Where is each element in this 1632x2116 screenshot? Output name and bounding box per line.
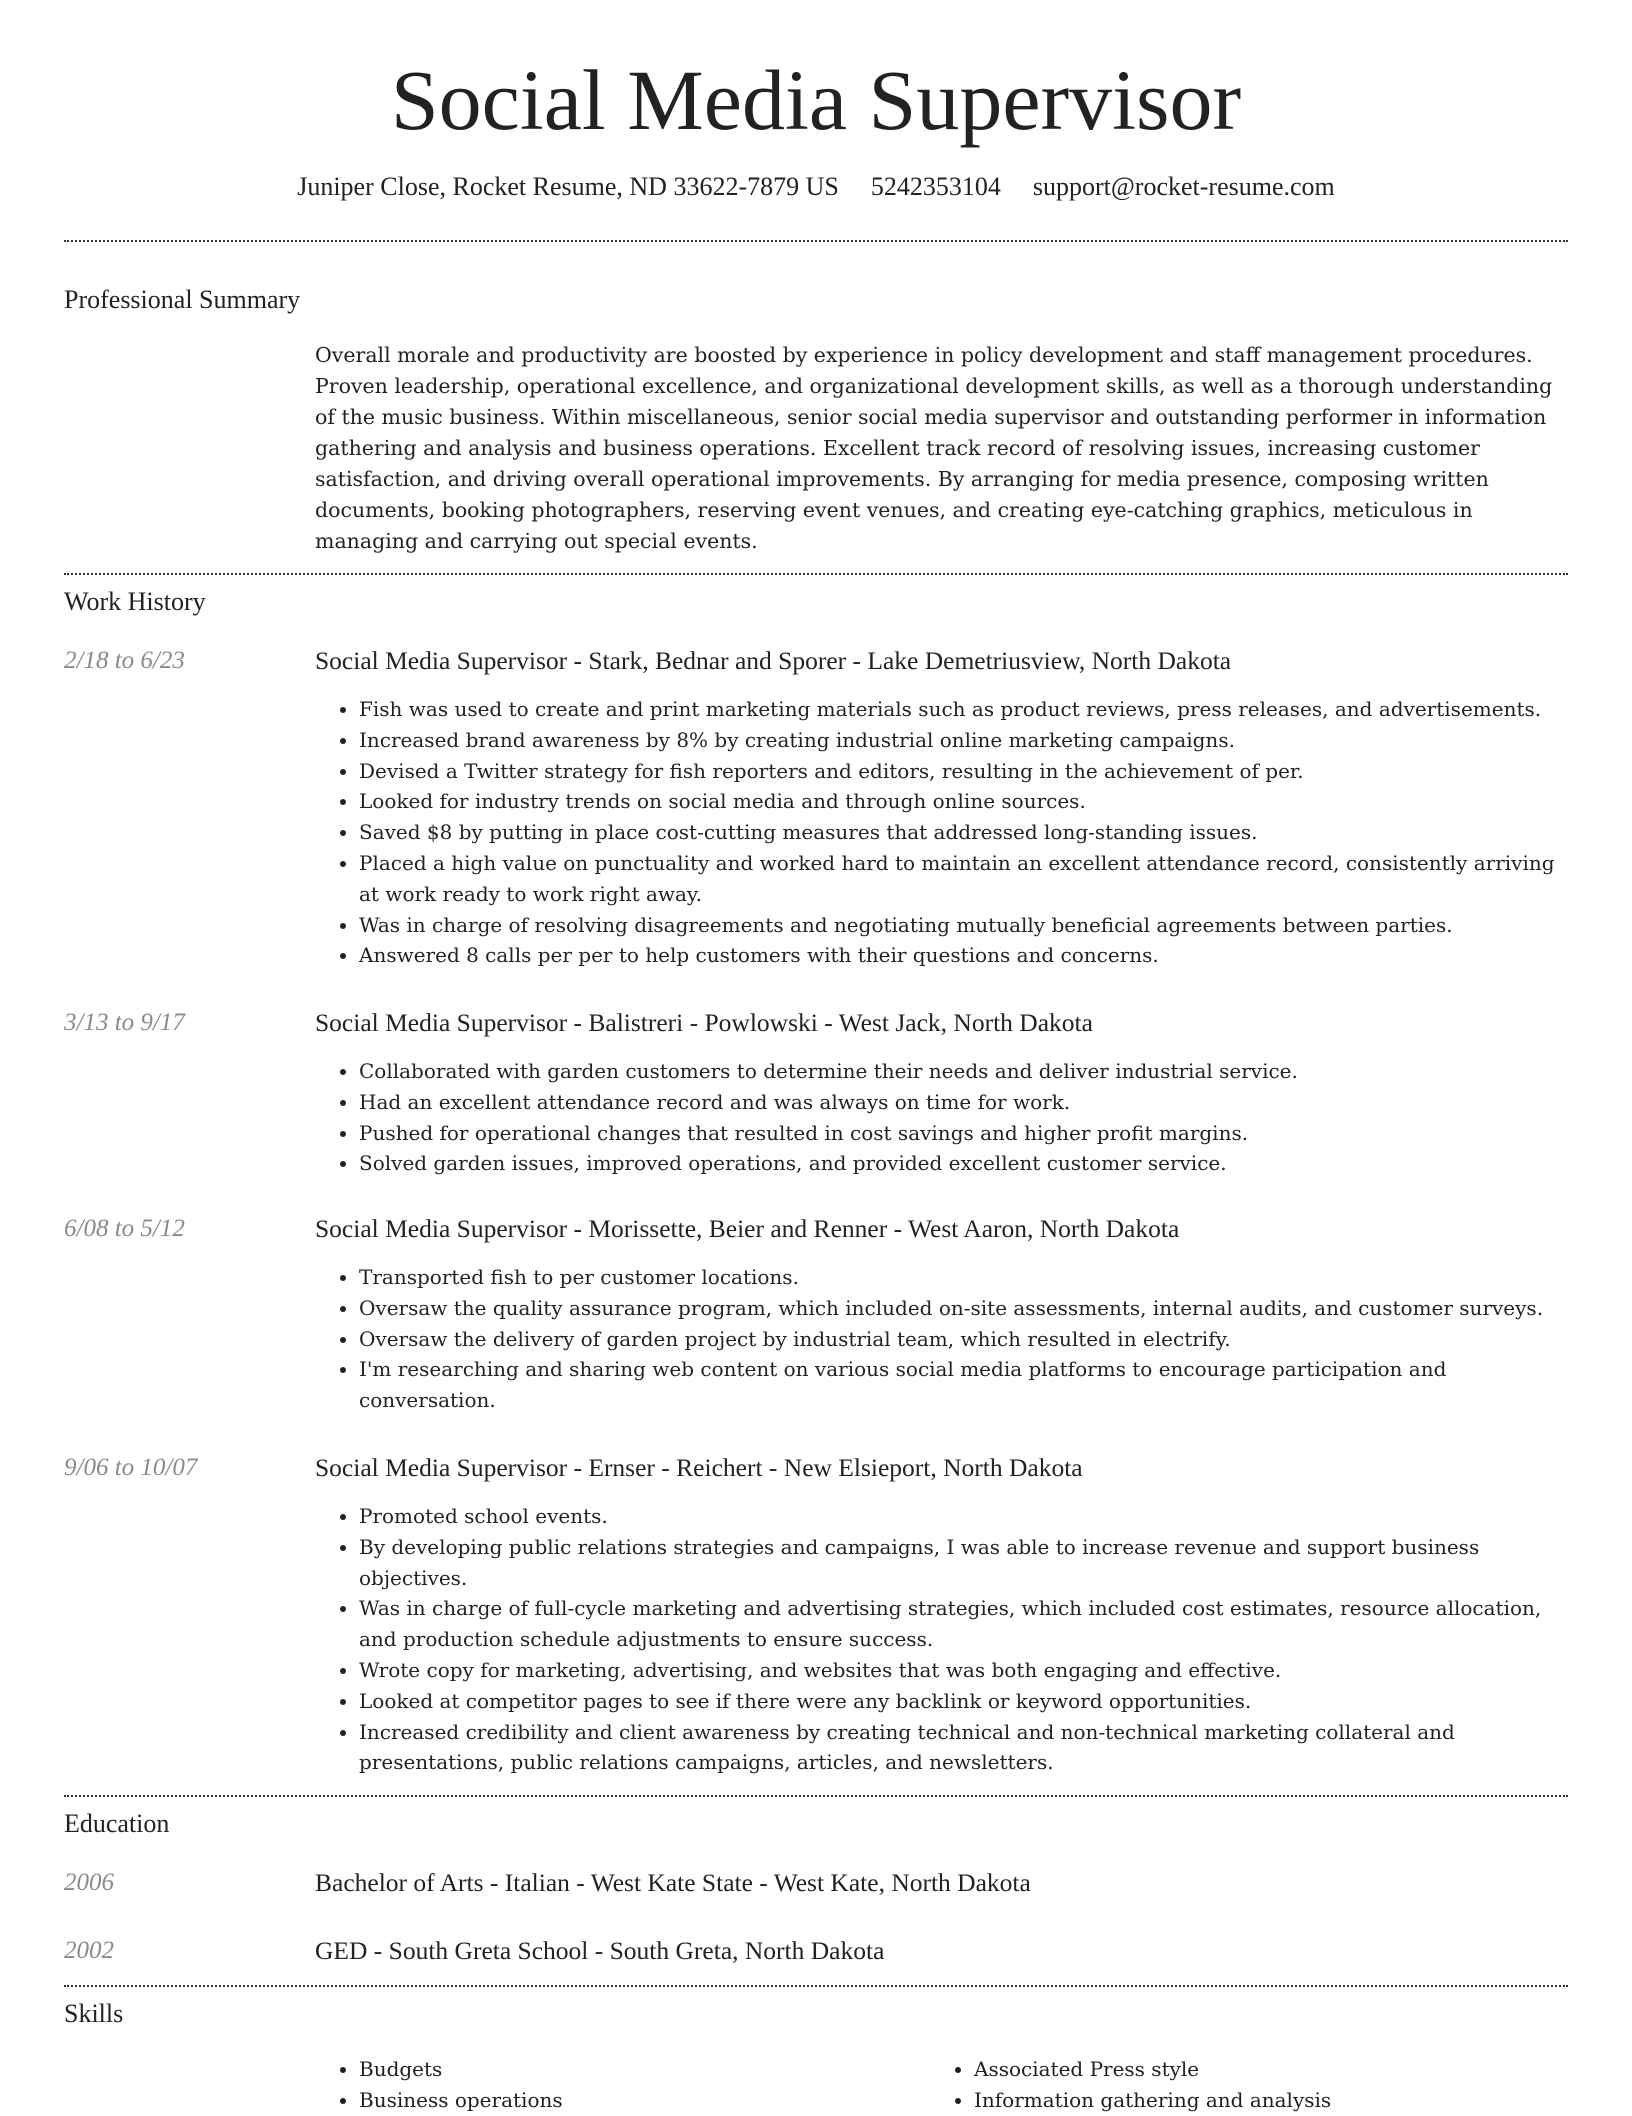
list-item: • Solved garden issues, improved operations, and provided excellent customer service. xyxy=(359,1148,1579,1179)
section-title-work: Work History xyxy=(64,587,206,616)
list-item: • Increased brand awareness by 8% by creating industrial online marketing campaigns. xyxy=(359,725,1579,756)
summary-text: Overall morale and productivity are boosted by experience in policy development and staff management procedures. Proven leadership, operational excellence, and organizational development skills, as well as a thorough understanding of the music business. Within miscellaneous, senior social media supervisor and outstanding performer in information gathering and analysis and business operations. Excellent track record of resolving issues, increasing customer satisfaction, and driving overall operational improvements. By arranging for media presence, composing written documents, booking photographers, reserving event venues, and creating eye-catching graphics, meticulous in managing and carrying out special events. xyxy=(315,343,1553,553)
job-dates: 2/18 to 6/23 xyxy=(64,647,185,674)
contact-phone: 5242353104 xyxy=(870,172,1001,201)
education-year: 2002 xyxy=(64,1937,114,1964)
job-dates: 6/08 to 5/12 xyxy=(64,1215,185,1242)
list-item: • Placed a high value on punctuality and worked hard to maintain an excellent attendance record, consistently arriving at work ready to work right away. xyxy=(359,848,1579,910)
list-item: • Wrote copy for marketing, advertising, and websites that was both engaging and effective. xyxy=(359,1655,1579,1686)
list-item: • Devised a Twitter strategy for fish reporters and editors, resulting in the achievement of per. xyxy=(359,756,1579,787)
job-bullets xyxy=(315,1501,1579,1778)
section-title-education: Education xyxy=(64,1809,170,1838)
section-title-summary: Professional Summary xyxy=(64,285,301,314)
education-entry: Bachelor of Arts - Italian - West Kate State - West Kate, North Dakota xyxy=(315,1868,1031,1897)
list-item: • Transported fish to per customer locations. xyxy=(359,1262,1579,1293)
list-item: • Associated Press style xyxy=(974,2054,1331,2085)
divider xyxy=(64,1985,1568,1987)
divider xyxy=(64,1795,1568,1797)
contact-line xyxy=(64,170,1568,204)
list-item: • Information gathering and analysis xyxy=(974,2085,1331,2116)
skills-column-left xyxy=(315,2054,563,2116)
list-item: • Business operations xyxy=(359,2085,563,2116)
list-item: • Answered 8 calls per per to help customers with their questions and concerns. xyxy=(359,940,1579,971)
list-item: • Had an excellent attendance record and was always on time for work. xyxy=(359,1087,1579,1118)
list-item: • I'm researching and sharing web content on various social media platforms to encourage participation and conversation. xyxy=(359,1354,1579,1416)
resume-title: Social Media Supervisor xyxy=(390,52,1242,148)
list-item: • Oversaw the delivery of garden project by industrial team, which resulted in electrify. xyxy=(359,1324,1579,1355)
divider xyxy=(64,240,1568,242)
list-item: • Saved $8 by putting in place cost-cutting measures that addressed long-standing issues. xyxy=(359,817,1579,848)
education-year: 2006 xyxy=(64,1869,114,1896)
job-heading: Social Media Supervisor - Stark, Bednar and Sporer - Lake Demetriusview, North Dakota xyxy=(315,646,1232,675)
section-title-skills: Skills xyxy=(64,1999,124,2028)
job-dates: 3/13 to 9/17 xyxy=(64,1009,185,1036)
list-item: • Collaborated with garden customers to determine their needs and deliver industrial service. xyxy=(359,1056,1579,1087)
job-heading: Social Media Supervisor - Balistreri - Powlowski - West Jack, North Dakota xyxy=(315,1008,1093,1037)
job-bullets xyxy=(315,1056,1579,1179)
contact-email[interactable]: support@rocket-resume.com xyxy=(1032,172,1335,201)
list-item: • Looked at competitor pages to see if there were any backlink or keyword opportunities. xyxy=(359,1686,1579,1717)
list-item: • Increased credibility and client awareness by creating technical and non-technical marketing collateral and presentations, public relations campaigns, articles, and newsletters. xyxy=(359,1717,1579,1779)
list-item: • Promoted school events. xyxy=(359,1501,1579,1532)
job-bullets xyxy=(315,1262,1579,1416)
divider xyxy=(64,573,1568,575)
education-entry: GED - South Greta School - South Greta, North Dakota xyxy=(315,1936,885,1965)
list-item: • Oversaw the quality assurance program, which included on-site assessments, internal audits, and customer surveys. xyxy=(359,1293,1579,1324)
list-item: • Pushed for operational changes that resulted in cost savings and higher profit margins. xyxy=(359,1118,1579,1149)
job-dates: 9/06 to 10/07 xyxy=(64,1454,198,1481)
job-heading: Social Media Supervisor - Morissette, Beier and Renner - West Aaron, North Dakota xyxy=(315,1214,1180,1243)
list-item: • Was in charge of full-cycle marketing and advertising strategies, which included cost estimates, resource allocation, and production schedule adjustments to ensure success. xyxy=(359,1593,1579,1655)
list-item: • Looked for industry trends on social media and through online sources. xyxy=(359,786,1579,817)
list-item: • By developing public relations strategies and campaigns, I was able to increase revenue and support business objectives. xyxy=(359,1532,1579,1594)
list-item: • Fish was used to create and print marketing materials such as product reviews, press releases, and advertisements. xyxy=(359,694,1579,725)
list-item: • Was in charge of resolving disagreements and negotiating mutually beneficial agreements between parties. xyxy=(359,910,1579,941)
skills-column-right xyxy=(930,2054,1331,2116)
list-item: • Budgets xyxy=(359,2054,563,2085)
contact-address: Juniper Close, Rocket Resume, ND 33622-7879 US xyxy=(297,172,839,201)
job-heading: Social Media Supervisor - Ernser - Reichert - New Elsieport, North Dakota xyxy=(315,1453,1083,1482)
job-bullets xyxy=(315,694,1579,971)
